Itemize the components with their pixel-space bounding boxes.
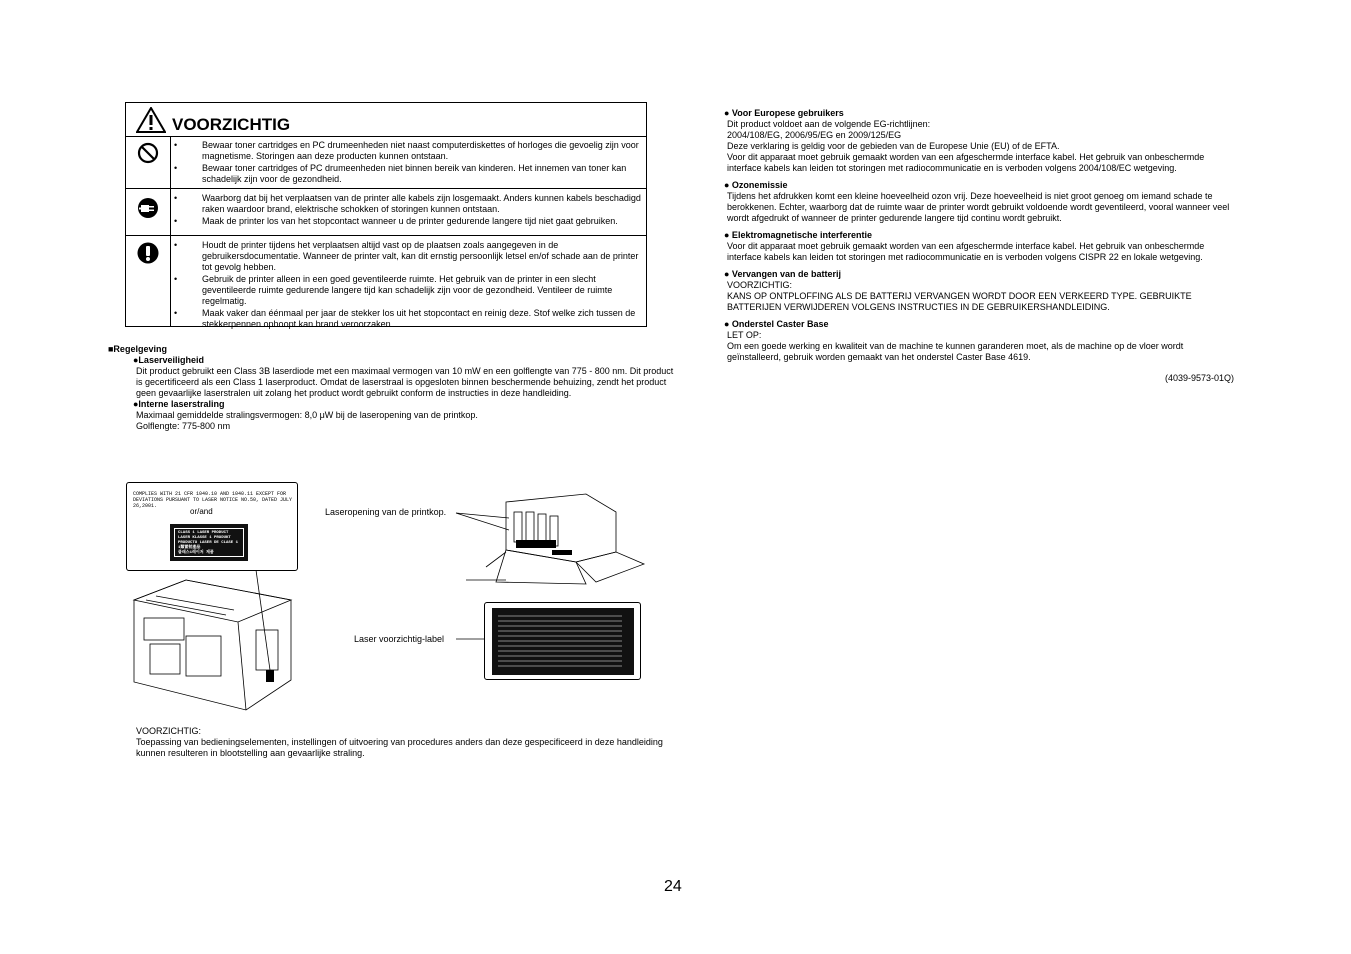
callout-laser-label: Laser voorzichtig-label: [354, 634, 445, 644]
caution-list: [202, 140, 642, 186]
caution-item: • Bewaar toner cartridges of PC drumeenheden niet binnen bereik van kinderen. Het innemen van toner kan schadelijk zijn voor de gezondheid.: [202, 163, 642, 185]
class1-line: PRODUCTO LASER DE CLASE 1: [178, 541, 239, 545]
mandatory-exclamation-icon: [137, 242, 159, 264]
class1-line: CLASS 1 LASER PRODUCT: [178, 531, 229, 535]
compliance-text: COMPLIES WITH 21 CFR 1040.10 AND 1040.11 EXCEPT FOR: [133, 491, 287, 497]
or-and-text: or/and: [190, 507, 213, 516]
caution-row-prohibit: [126, 136, 646, 189]
laser-warning-label-box: [484, 602, 641, 680]
section-line: LET OP:: [727, 330, 762, 340]
bottom-caution-heading: VOORZICHTIG:: [136, 726, 201, 736]
section-heading: ● Ozonemissie: [724, 180, 788, 190]
section-heading: ● Onderstel Caster Base: [724, 319, 829, 329]
warning-triangle-icon: [136, 107, 166, 133]
prohibited-icon: [137, 142, 159, 164]
compliance-label-box: [126, 482, 298, 571]
intern-line: Golflengte: 775-800 nm: [136, 421, 231, 431]
caution-item: • Maak de printer los van het stopcontact wanneer u de printer gedurende langere tijd niet gaat gebruiken.: [202, 216, 642, 227]
regelgeving-section: [108, 344, 678, 432]
caution-item: • Gebruik de printer alleen in een goed geventileerde ruimte. Het gebruik van de printer in een slecht geventileerde ruimte gedurende langere tijd kan schadelijk zijn voor de gezondheid. Ventileer de ruimte regelmatig.: [202, 274, 642, 307]
caution-item: • Maak vaker dan éénmaal per jaar de stekker los uit het stopcontact en reinig deze. Stof welke zich tussen de stekkerpennen ophoopt kan brand veroorzaken.: [202, 308, 642, 330]
callout-laser-opening: Laseropening van de printkop.: [325, 507, 447, 517]
class1-line: 1類雷射產品: [178, 546, 201, 550]
section-heading: ● Elektromagnetische interferentie: [724, 230, 872, 240]
unplug-icon: [137, 197, 159, 219]
class1-label: [170, 524, 248, 561]
section-heading: ● Vervangen van de batterij: [724, 269, 841, 279]
caution-item: • Waarborg dat bij het verplaatsen van de printer alle kabels zijn losgemaakt. Anders kunnen kabels beschadigd raken waardoor brand, elektrische schokken of storingen kunnen ontstaan.: [202, 193, 642, 215]
bottom-caution-note: [136, 726, 666, 759]
section-line: Tijdens het afdrukken komt een kleine hoeveelheid ozon vrij. Deze hoeveelheid is niet groot genoeg om iemand schade te berokkenen. Echter, waarborg dat de ruimte waar de printer wordt gebruikt voldoende wordt geventileerd, vooral wanneer veel wordt afgedrukt of wanneer de printer gedurende langere tijd continu wordt gebruikt.: [727, 191, 1230, 223]
right-column: [724, 108, 1234, 384]
caution-header: [126, 103, 646, 137]
caution-row-unplug: [126, 189, 646, 236]
section-eu: [724, 108, 1234, 174]
caution-item: • Bewaar toner cartridges en PC drumeenheden niet naast computerdiskettes of horloges die gevoelig zijn voor magnetisme. Storingen aan deze producten kunnen ontstaan.: [202, 140, 642, 162]
section-caster: [724, 319, 1234, 363]
laser-text: Dit product gebruikt een Class 3B laserdiode met een maximaal vermogen van 10 mW en een golflengte van 775 - 800 nm. Dit product is gecertificeerd als een Class 1 laserproduct. Omdat de laserstraal is opgesloten binnen beschermende behuizing, zendt het product geen gevaarlijke laserstralen uit zolang het product wordt gebruikt conform de instructies in deze handleiding.: [136, 366, 674, 398]
section-emi: [724, 230, 1234, 263]
compliance-text: DEVIATIONS PURSUANT TO LASER NOTICE NO.50, DATED JULY 26,2001.: [133, 497, 293, 509]
printer-rear-illustration: [126, 570, 298, 715]
section-line: Dit product voldoet aan de volgende EG-richtlijnen:: [727, 119, 931, 129]
section-line: KANS OP ONTPLOFFING ALS DE BATTERIJ VERVANGEN WORDT DOOR EEN VERKEERD TYPE. GEBRUIKTE BATTERIJEN VERWIJDEREN VOLGENS INSTRUCTIES IN DE GEBRUIKERSHANDLEIDING.: [727, 291, 1192, 312]
page-number: 24: [664, 878, 682, 895]
caution-title: VOORZICHTIG: [172, 115, 291, 134]
section-line: Voor dit apparaat moet gebruik gemaakt worden van een afgeschermde interface kabel. Het gebruik van onbeschermde interface kabels kan leiden tot storingen met radiocommunicatie en is verboden volgens 2004/108/EC wetgeving.: [727, 152, 1205, 173]
bottom-caution-text: Toepassing van bedieningselementen, instellingen of uitvoering van procedures anders dan deze gespecificeerd in deze handleiding kunnen resulteren in blootstelling aan gevaarlijke straling.: [136, 737, 663, 758]
laser-heading: ●Laserveiligheid: [133, 355, 204, 365]
caution-table: [125, 102, 647, 327]
caution-list: [202, 240, 642, 331]
class1-line: LASER KLASSE 1 PRODUKT: [178, 536, 231, 540]
caution-list: [202, 193, 642, 228]
label-location-marker: [266, 670, 274, 682]
laser-warning-label: [492, 608, 634, 675]
section-line: Deze verklaring is geldig voor de gebieden van de Europese Unie (EU) of de EFTA.: [727, 141, 1060, 151]
doc-code: (4039-9573-01Q): [1164, 373, 1234, 383]
section-line: 2004/108/EG, 2006/95/EG en 2009/125/EG: [727, 130, 902, 140]
section-line: VOORZICHTIG:: [727, 280, 792, 290]
section-ozone: [724, 180, 1234, 224]
section-battery: [724, 269, 1234, 313]
section-line: Om een goede werking en kwaliteit van de machine te kunnen garanderen moet, als de machine op de vloer wordt geïnstalleerd, gebruik worden gemaakt van het onderstel Caster Base 4619.: [727, 341, 1184, 362]
intern-heading: ●Interne laserstraling: [133, 399, 225, 409]
class1-line: 클래스1레이저 제품: [178, 551, 214, 555]
caution-item: • Houdt de printer tijdens het verplaatsen altijd vast op de plaatsen zoals aangegeven in de gebruikersdocumentatie. Wanneer de printer valt, kan dit ernstig persoonlijk letsel en/of schade aan de printer tot gevolg hebben.: [202, 240, 642, 273]
section-heading: ● Voor Europese gebruikers: [724, 108, 844, 118]
intern-line: Maximaal gemiddelde stralingsvermogen: 8,0 μW bij de laseropening van de printkop.: [136, 410, 478, 420]
section-line: Voor dit apparaat moet gebruik gemaakt worden van een afgeschermde interface kabel. Het gebruik van onbeschermde interface kabels kan leiden tot storingen met radiocommunicatie en is verboden volgens CISPR 22 en lokale wetgeving.: [727, 241, 1205, 262]
printer-front-illustration: [466, 492, 646, 590]
regelgeving-heading: ■Regelgeving: [108, 344, 167, 354]
caution-row-mandatory: [126, 236, 646, 327]
